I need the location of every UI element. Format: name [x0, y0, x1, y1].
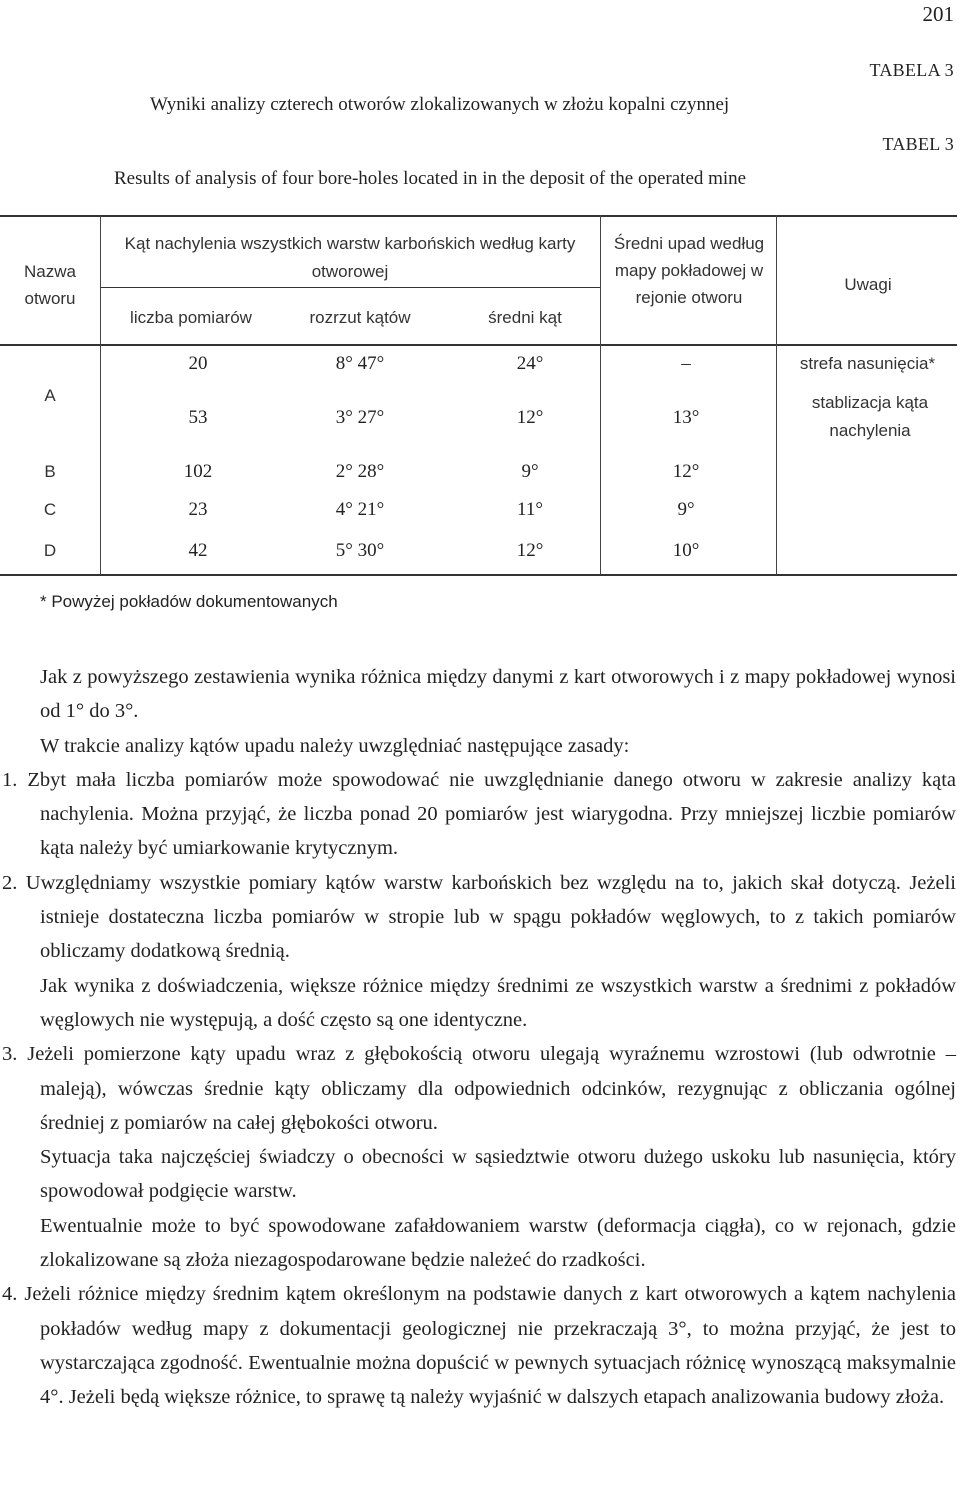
page-number: 201 [922, 2, 954, 26]
row-a-name: A [44, 386, 56, 405]
row-c-map: 9° [677, 499, 695, 520]
row-d-name: D [43, 541, 57, 560]
header-mean-angle: średni kąt [488, 308, 562, 327]
header-angle-group: Kąt nachylenia wszystkich warstw karbońskich według karty otworowej [124, 234, 576, 281]
results-table [0, 215, 957, 575]
header-measurement-count: liczba pomiarów [130, 308, 252, 327]
header-borehole-name: Nazwa otworu [24, 262, 76, 308]
paragraph: Jak wynika z doświadczenia, większe różnice między średnimi ze wszystkich warstw a średnimi z pokładów węglowych nie występują, a dość często są one identyczne. [40, 974, 956, 1031]
row-a1-count: 20 [188, 353, 208, 374]
row-a1-map: – [681, 353, 691, 374]
list-item: 1. Zbyt mała liczba pomiarów może spowodować nie uwzględnianie danego otworu w zakresie analizy kąta nachylenia. Można przyjąć, że liczba ponad 20 pomiarów jest wiarygodna. Przy mniejszej liczbie pomiarów kąta należy być umiarkowanie krytycznym. [2, 768, 956, 860]
table-title-en: Results of analysis of four bore-holes located in in the deposit of the operated mine [114, 168, 747, 189]
list-item: 3. Jeżeli pomierzone kąty upadu wraz z głębokością otworu ulegają wyraźnemu wzrostowi (lub odwrotnie – maleją), wówczas średnie kąty obliczamy dla odpowiednich odcinków, rezygnując z obliczania ogólnej średniej z pomiarów na całej głębokości otworu. [2, 1043, 956, 1134]
list-item: 2. Uwzględniamy wszystkie pomiary kątów warstw karbońskich bez względu na to, jakich skał dotyczą. Jeżeli istnieje dostateczna liczba pomiarów w stropie lub w spągu pokładów węglowych, to z takich pomiarów obliczamy dodatkową średnią. [2, 871, 956, 963]
row-d-spread: 5° 30° [335, 540, 385, 561]
row-c-mean: 11° [517, 499, 543, 520]
row-b-spread: 2° 28° [335, 461, 385, 482]
row-a2-remark: stablizacja kąta nachylenia [811, 393, 929, 440]
row-d-count: 42 [188, 540, 208, 561]
row-a1-mean: 24° [516, 353, 544, 374]
row-b-count: 102 [183, 461, 213, 482]
table-label-en: TABEL 3 [882, 134, 954, 154]
header-remarks: Uwagi [844, 275, 892, 294]
table-title-pl: Wyniki analizy czterech otworów zlokalizowanych w złożu kopalni czynnej [150, 94, 730, 115]
row-a1-remark: strefa nasunięcia* [799, 354, 936, 373]
table-footnote: * Powyżej pokładów dokumentowanych [40, 592, 338, 611]
row-b-map: 12° [672, 461, 700, 482]
header-angle-spread: rozrzut kątów [309, 308, 411, 327]
row-a2-mean: 12° [516, 407, 544, 428]
row-d-mean: 12° [516, 540, 544, 561]
row-d-map: 10° [672, 540, 700, 561]
paragraph: Ewentualnie może to być spowodowane zafałdowaniem warstw (deformacja ciągła), co w rejonach, gdzie zlokalizowane są złoża niezagospodarowane będzie należeć do rzadkości. [40, 1214, 956, 1272]
row-c-spread: 4° 21° [335, 499, 385, 520]
paragraph: W trakcie analizy kątów upadu należy uwzględniać następujące zasady: [40, 734, 630, 757]
row-a2-spread: 3° 27° [335, 407, 385, 428]
header-map-dip: Średni upad według mapy pokładowej w rejonie otworu [613, 234, 765, 307]
row-b-mean: 9° [521, 461, 539, 482]
row-c-name: C [43, 500, 57, 519]
list-item: 4. Jeżeli różnice między średnim kątem określonym na podstawie danych z kart otworowych a kątem nachylenia pokładów według mapy z dokumentacji geologicznej nie przekraczają 3°, to można przyjąć, że jest to wystarczająca zgodność. Ewentualnie można dopuścić w pewnych sytuacjach różnicę wynoszącą maksymalnie 4°. Jeżeli będą większe różnice, to sprawę tą należy wyjaśnić w dalszych etapach analizowania budowy złoża. [2, 1283, 956, 1409]
row-a2-map: 13° [672, 407, 700, 428]
paragraph: Sytuacja taka najczęściej świadczy o obecności w sąsiedztwie otworu dużego uskoku lub nasunięcia, który spowodował podgięcie warstw. [40, 1146, 956, 1203]
paragraph: Jak z powyższego zestawienia wynika różnica między danymi z kart otworowych i z mapy pokładowej wynosi od 1° do 3°. [40, 666, 956, 723]
body-text [2, 660, 956, 1415]
table-label-pl: TABELA 3 [869, 60, 954, 80]
row-a2-count: 53 [188, 407, 208, 428]
row-b-name: B [44, 462, 56, 481]
row-c-count: 23 [188, 499, 208, 520]
row-a1-spread: 8° 47° [335, 353, 385, 374]
